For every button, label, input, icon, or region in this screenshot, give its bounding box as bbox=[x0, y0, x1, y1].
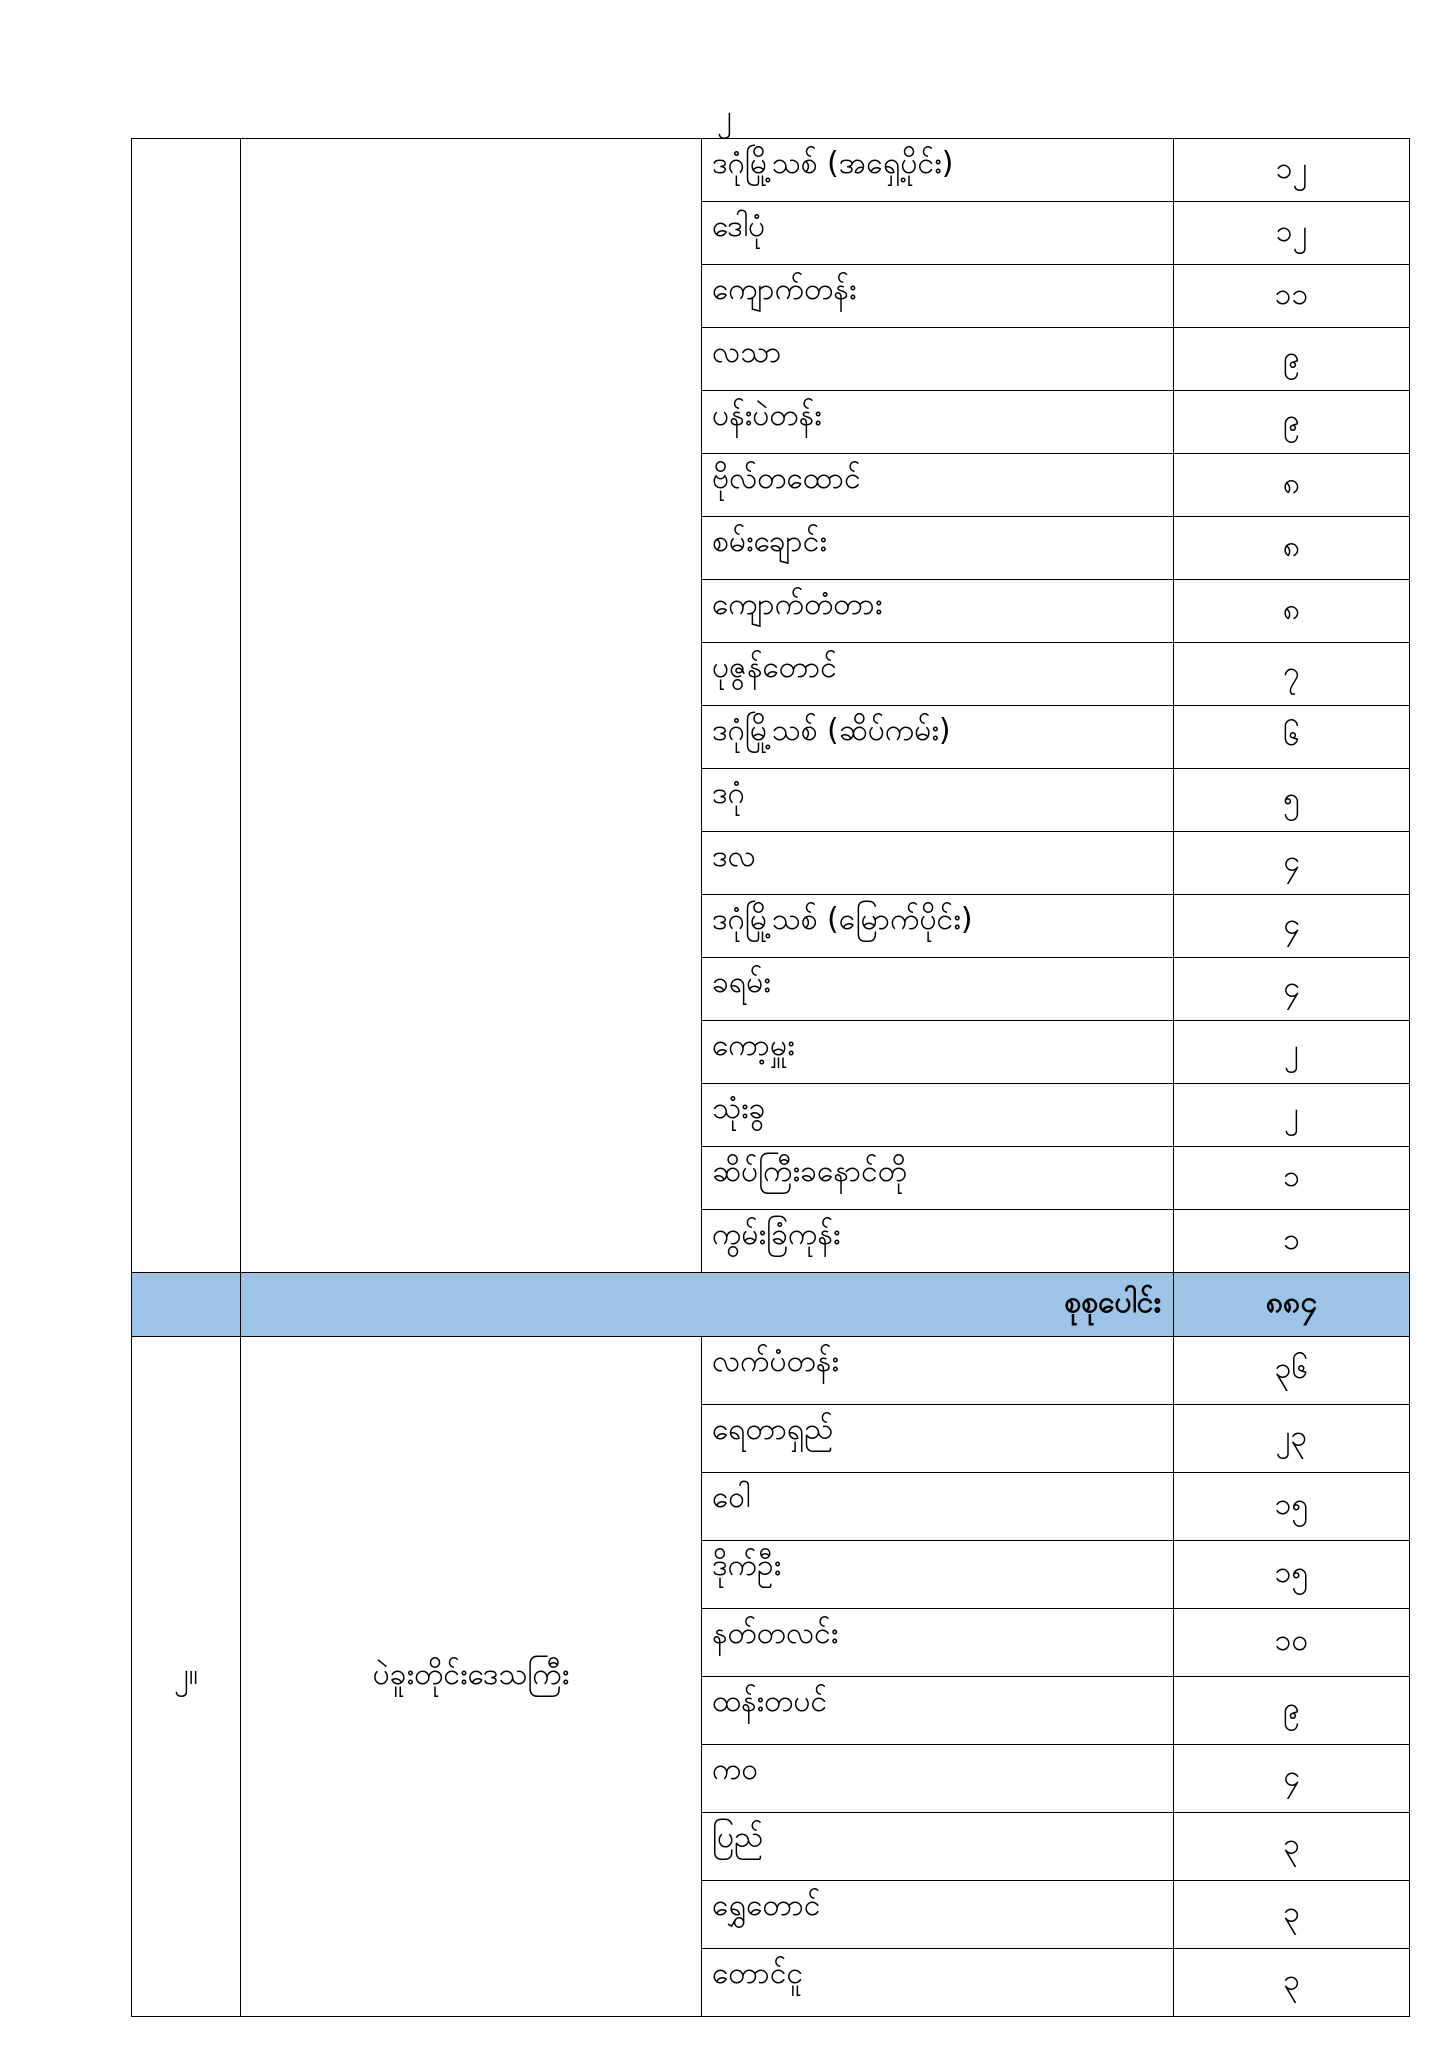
township-count-cell: ၁ bbox=[1174, 1210, 1410, 1273]
township-count-cell: ၁၅ bbox=[1174, 1473, 1410, 1541]
total-value: ၈၈၄ bbox=[1174, 1273, 1410, 1337]
township-count-table bbox=[131, 138, 1410, 2017]
township-count-cell: ၁၂ bbox=[1174, 139, 1410, 202]
total-label: စုစုပေါင်း bbox=[241, 1273, 1174, 1337]
township-count-cell: ၄ bbox=[1174, 895, 1410, 958]
township-name-cell: ရေတာရှည် bbox=[702, 1405, 1174, 1473]
township-count-cell: ၃ bbox=[1174, 1813, 1410, 1881]
township-name-cell: ဒေါပုံ bbox=[702, 202, 1174, 265]
township-name-cell: ခရမ်း bbox=[702, 958, 1174, 1021]
township-count-cell: ၃ bbox=[1174, 1949, 1410, 2017]
township-name-cell: ကော့မှူး bbox=[702, 1021, 1174, 1084]
township-name-cell: ပြည် bbox=[702, 1813, 1174, 1881]
township-count-cell: ၄ bbox=[1174, 1745, 1410, 1813]
township-name-cell: ဒဂုံ bbox=[702, 769, 1174, 832]
township-count-cell: ၂ bbox=[1174, 1021, 1410, 1084]
township-name-cell: သုံးခွ bbox=[702, 1084, 1174, 1147]
region-name-cell bbox=[241, 139, 702, 1273]
total-row-empty-cell bbox=[132, 1273, 241, 1337]
township-count-cell: ၈ bbox=[1174, 517, 1410, 580]
township-count-cell: ၂ bbox=[1174, 1084, 1410, 1147]
township-count-cell: ၁ bbox=[1174, 1147, 1410, 1210]
total-row bbox=[132, 1273, 1410, 1337]
township-count-cell: ၉ bbox=[1174, 391, 1410, 454]
township-name-cell: ဆိပ်ကြီးခနောင်တို bbox=[702, 1147, 1174, 1210]
township-name-cell: ထန်းတပင် bbox=[702, 1677, 1174, 1745]
township-count-cell: ၉ bbox=[1174, 1677, 1410, 1745]
township-count-cell: ၁၅ bbox=[1174, 1541, 1410, 1609]
table-row bbox=[132, 1337, 1410, 1405]
township-count-cell: ၁၁ bbox=[1174, 265, 1410, 328]
township-count-cell: ၆ bbox=[1174, 706, 1410, 769]
township-count-cell: ၁၀ bbox=[1174, 1609, 1410, 1677]
township-count-cell: ၇ bbox=[1174, 643, 1410, 706]
township-name-cell: ပုဇွန်တောင် bbox=[702, 643, 1174, 706]
township-count-cell: ၃ bbox=[1174, 1881, 1410, 1949]
region-number-cell: ၂။ bbox=[132, 1337, 241, 2017]
township-name-cell: ကျောက်တန်း bbox=[702, 265, 1174, 328]
township-name-cell: လသာ bbox=[702, 328, 1174, 391]
township-count-cell: ၂၃ bbox=[1174, 1405, 1410, 1473]
township-name-cell: ဒိုက်ဦး bbox=[702, 1541, 1174, 1609]
region-name-cell: ပဲခူးတိုင်းဒေသကြီး bbox=[241, 1337, 702, 2017]
township-count-cell: ၈ bbox=[1174, 580, 1410, 643]
page-number: ၂ bbox=[717, 99, 732, 134]
table-row bbox=[132, 139, 1410, 202]
township-count-cell: ၃၆ bbox=[1174, 1337, 1410, 1405]
township-name-cell: ဒဂုံမြို့သစ် (ဆိပ်ကမ်း) bbox=[702, 706, 1174, 769]
township-name-cell: ဒဂုံမြို့သစ် (အရှေ့ပိုင်း) bbox=[702, 139, 1174, 202]
township-count-cell: ၅ bbox=[1174, 769, 1410, 832]
township-count-cell: ၁၂ bbox=[1174, 202, 1410, 265]
township-count-cell: ၄ bbox=[1174, 958, 1410, 1021]
township-name-cell: ရွှေတောင် bbox=[702, 1881, 1174, 1949]
region-number-cell bbox=[132, 139, 241, 1273]
township-count-cell: ၈ bbox=[1174, 454, 1410, 517]
township-count-cell: ၉ bbox=[1174, 328, 1410, 391]
township-name-cell: ကဝ bbox=[702, 1745, 1174, 1813]
township-name-cell: ဝေါ bbox=[702, 1473, 1174, 1541]
township-name-cell: နတ်တလင်း bbox=[702, 1609, 1174, 1677]
township-name-cell: ဒလ bbox=[702, 832, 1174, 895]
township-name-cell: ဗိုလ်တထောင် bbox=[702, 454, 1174, 517]
township-name-cell: စမ်းချောင်း bbox=[702, 517, 1174, 580]
township-name-cell: တောင်ငူ bbox=[702, 1949, 1174, 2017]
township-name-cell: ကျောက်တံတား bbox=[702, 580, 1174, 643]
township-count-cell: ၄ bbox=[1174, 832, 1410, 895]
township-name-cell: ကွမ်းခြံကုန်း bbox=[702, 1210, 1174, 1273]
township-name-cell: ဒဂုံမြို့သစ် (မြောက်ပိုင်း) bbox=[702, 895, 1174, 958]
township-name-cell: ပန်းပဲတန်း bbox=[702, 391, 1174, 454]
township-name-cell: လက်ပံတန်း bbox=[702, 1337, 1174, 1405]
